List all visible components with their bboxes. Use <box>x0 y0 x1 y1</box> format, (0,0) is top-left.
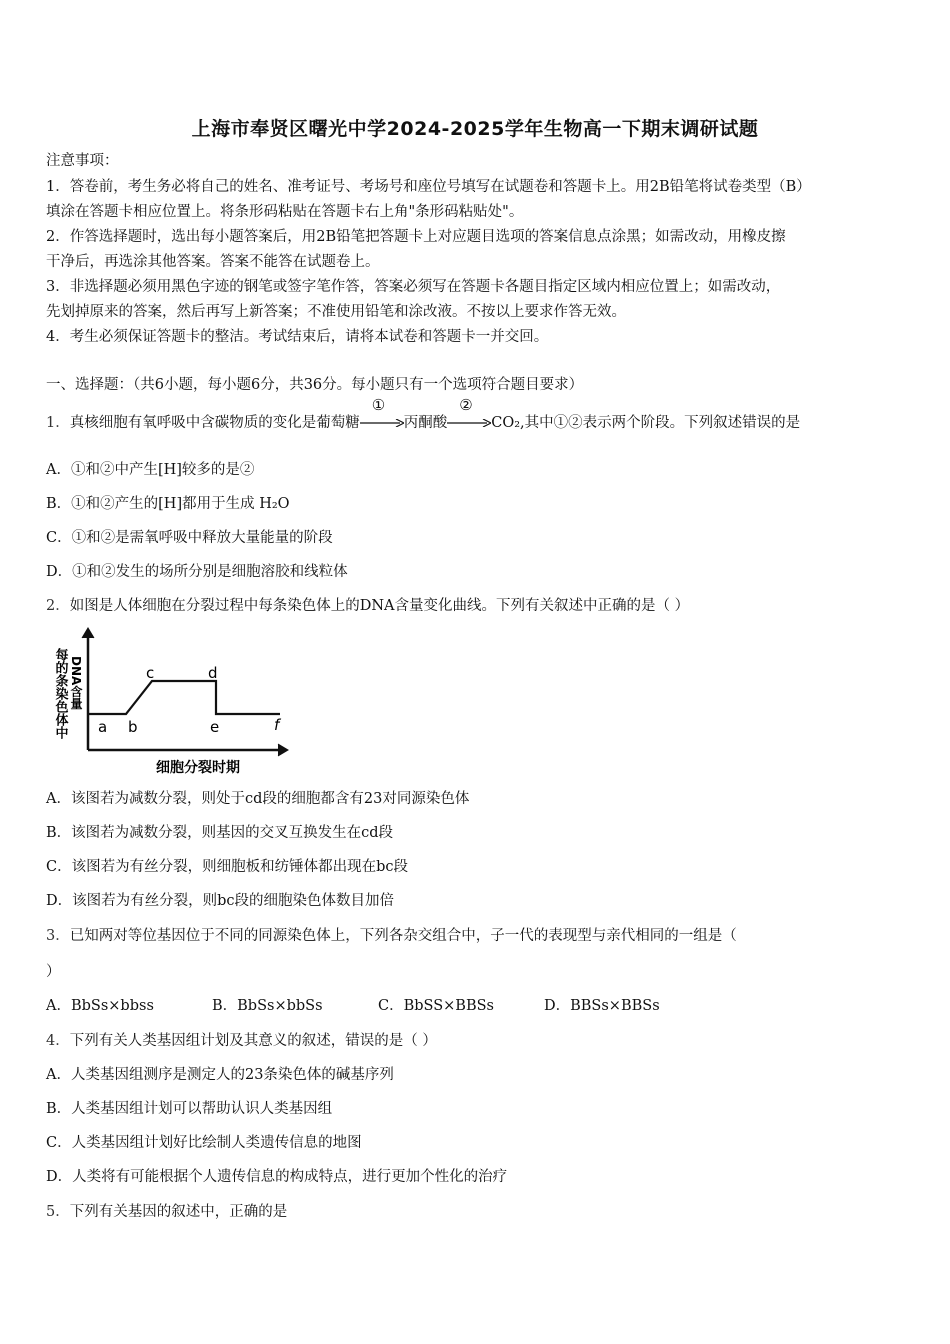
section-heading: 一、选择题：（共6小题，每小题6分，共36分。每小题只有一个选项符合题目要求） <box>46 377 584 393</box>
question-5-stem <box>46 1202 287 1222</box>
q1-stem-pre: 真核细胞有氧呼吸中含碳物质的变化是葡萄糖 <box>69 415 360 431</box>
option-item: C．BbSS×BBSs <box>378 998 494 1014</box>
arrow-icon <box>447 419 491 427</box>
question-number: 4． <box>46 1033 70 1049</box>
stage-label: ② <box>459 396 473 414</box>
x-axis-arrow-icon <box>278 744 288 756</box>
y-axis-label: 每的条染色体中 <box>52 648 68 739</box>
option-item: A．①和②中产生[H]较多的是② <box>46 462 255 478</box>
y-axis-arrow-icon <box>82 628 94 638</box>
option-item: B．人类基因组计划可以帮助认识人类基因组 <box>46 1101 333 1117</box>
question-2-stem <box>46 596 689 616</box>
option-item: B．该图若为减数分裂，则基因的交叉互换发生在cd段 <box>46 825 394 841</box>
y-axis-sublabel: DNA含量 <box>69 656 83 710</box>
question-number: 3． <box>46 928 70 944</box>
notice-heading: 注意事项： <box>46 153 119 169</box>
question-1-stem <box>46 396 801 433</box>
point-label: c <box>146 664 155 682</box>
notice-line: 4．考生必须保证答题卡的整洁。考试结束后，请将本试卷和答题卡一并交回。 <box>46 329 549 345</box>
notice-line: 先划掉原来的答案，然后再写上新答案；不准使用铅笔和涂改液。不按以上要求作答无效。 <box>46 304 626 320</box>
reaction-arrow <box>360 396 404 433</box>
option-item: C．人类基因组计划好比绘制人类遗传信息的地图 <box>46 1135 362 1151</box>
reaction-arrow <box>447 396 491 433</box>
notice-line: 1．答卷前，考生务必将自己的姓名、准考证号、考场号和座位号填写在试题卷和答题卡上。用2B铅笔将试卷类型（B） <box>46 179 811 195</box>
notice-line: 3．非选择题必须用黑色字迹的钢笔或签字笔作答，答案必须写在答题卡各题目指定区域内相应位置上；如需改动， <box>46 279 781 295</box>
option-item: D．人类将有可能根据个人遗传信息的构成特点，进行更加个性化的治疗 <box>46 1169 508 1185</box>
point-label: b <box>128 718 138 736</box>
question-number: 5． <box>46 1204 70 1220</box>
q3-options-row <box>46 996 660 1016</box>
x-axis-label: 细胞分裂时期 <box>156 760 240 776</box>
q5-stem-text: 下列有关基因的叙述中，正确的是 <box>69 1204 288 1220</box>
arrow-icon <box>360 419 404 427</box>
question-4-stem <box>46 1031 437 1051</box>
notice-line: 2．作答选择题时，选出每小题答案后，用2B铅笔把答题卡上对应题目选项的答案信息点涂黑；如需改动，用橡皮擦 <box>46 229 786 245</box>
point-label: a <box>98 718 108 736</box>
option-item: C．该图若为有丝分裂，则细胞板和纺锤体都出现在bc段 <box>46 859 408 875</box>
option-item: A．人类基因组测序是测定人的23条染色体的碱基序列 <box>46 1067 394 1083</box>
option-item: B．①和②产生的[H]都用于生成 H₂O <box>46 496 290 512</box>
option-item: D．该图若为有丝分裂，则bc段的细胞染色体数目加倍 <box>46 893 395 909</box>
q3-stem-continuation: ） <box>46 964 61 980</box>
option-item: D．①和②发生的场所分别是细胞溶胶和线粒体 <box>46 564 348 580</box>
option-item: C．①和②是需氧呼吸中释放大量能量的阶段 <box>46 530 333 546</box>
question-number: 1． <box>46 415 70 431</box>
notice-line: 干净后，再选涂其他答案。答案不能答在试题卷上。 <box>46 254 380 270</box>
dna-curve <box>88 681 280 714</box>
stage-label: ① <box>371 396 386 414</box>
q3-stem-text: 已知两对等位基因位于不同的同源染色体上，下列各杂交组合中，子一代的表现型与亲代相同的一组是（ <box>69 928 737 944</box>
question-3-stem <box>46 926 737 946</box>
point-label: e <box>210 718 220 736</box>
point-label: d <box>208 664 218 682</box>
q1-stem-mid: 丙酮酸 <box>403 415 448 431</box>
question-number: 2． <box>46 598 70 614</box>
option-item: D．BBSs×BBSs <box>544 998 660 1014</box>
q2-stem-text: 如图是人体细胞在分裂过程中每条染色体上的DNA含量变化曲线。下列有关叙述中正确的是（ ） <box>69 598 690 614</box>
q4-stem-text: 下列有关人类基因组计划及其意义的叙述，错误的是（ ） <box>69 1033 437 1049</box>
dna-content-figure <box>48 626 298 778</box>
option-item: A．该图若为减数分裂，则处于cd段的细胞都含有23对同源染色体 <box>46 791 470 807</box>
q1-stem-post: CO₂,其中①②表示两个阶段。下列叙述错误的是 <box>491 415 801 431</box>
point-label: f <box>274 716 280 734</box>
page-title: 上海市奉贤区曙光中学2024-2025学年生物高一下期末调研试题 <box>191 118 759 140</box>
notice-line: 填涂在答题卡相应位置上。将条形码粘贴在答题卡右上角"条形码粘贴处"。 <box>46 204 524 220</box>
option-item: B．BbSs×bbSs <box>212 998 323 1014</box>
option-item: A．BbSs×bbss <box>46 998 154 1014</box>
